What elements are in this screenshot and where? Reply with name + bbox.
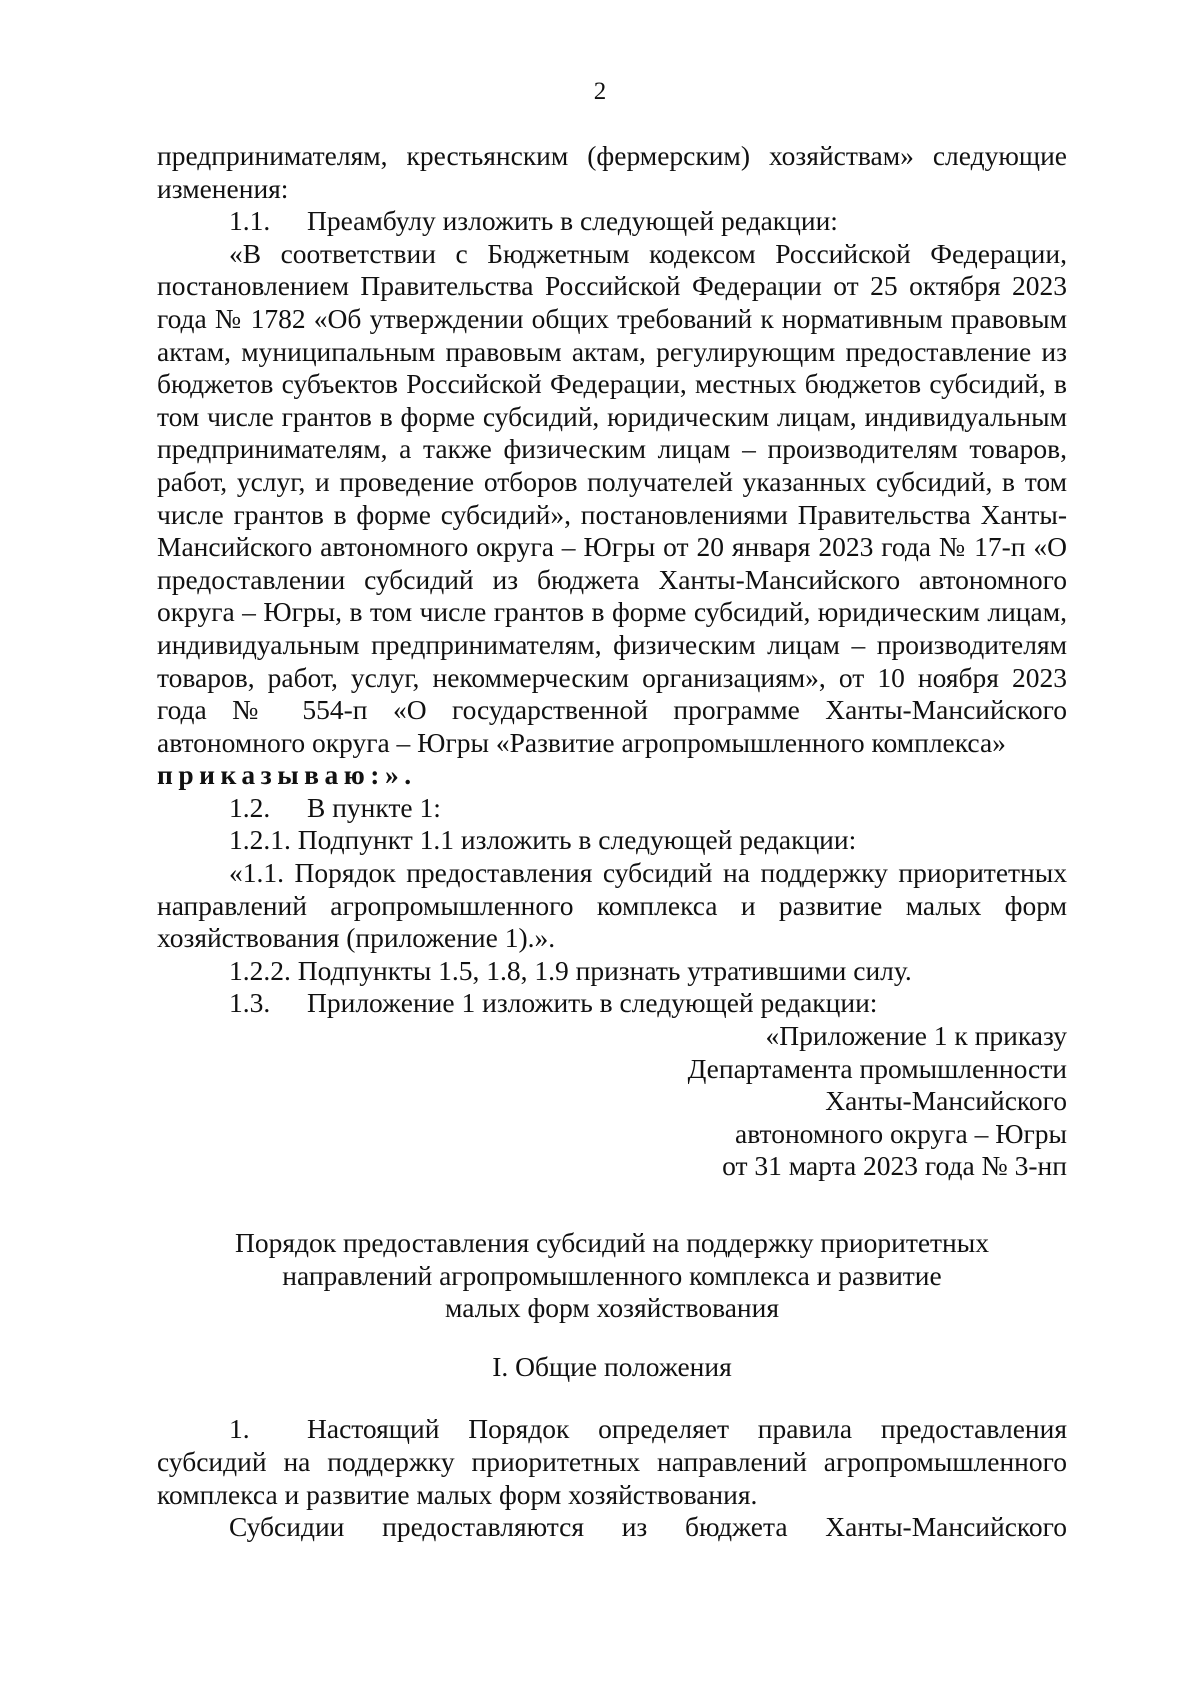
- item-number: 1.2.: [229, 791, 271, 823]
- document-title-line: Порядок предоставления субсидий на поддержку приоритетных: [234, 1227, 990, 1258]
- subitem-1-1-paragraph: «1.1. Порядок предоставления субсидий на поддержку приоритетных направлений агропромышленного комплекса и развитие малых форм хозяйствования (приложение 1).».: [157, 857, 1067, 954]
- appendix-header-line: автономного округа – Югры: [735, 1117, 1067, 1149]
- intro-paragraph: предпринимателям, крестьянским (фермерским) хозяйствам» следующие изменения:: [157, 140, 1067, 204]
- document-body: [157, 140, 1067, 1544]
- item-1-1: [157, 205, 1067, 238]
- preamble-paragraph: [157, 238, 1067, 760]
- item-number: 1.: [229, 1413, 250, 1445]
- preamble-text: «В соответствии с Бюджетным кодексом Российской Федерации, постановлением Правительства Российской Федерации от 25 октября 2023 года № 1782 «Об утверждении общих требований к нормативным правовым актам, муниципальным правовым актам, регулирующим предоставление из бюджетов субъектов Российской Федерации, местных бюджетов субсидий, в том числе грантов в форме субсидий, юридическим лицам, индивидуальным предпринимателям, а также физическим лицам – производителям товаров, работ, услуг, и проведение отборов получателей указанных субсидий, в том числе грантов в форме субсидий», постановлениями Правительства Ханты-Мансийского автономного округа – Югры от 20 января 2023 года № 17-п «О предоставлении субсидий из бюджета Ханты-Мансийского автономного округа – Югры, в том числе грантов в форме субсидий, юридическим лицам, индивидуальным предпринимателям, физическим лицам – производителям товаров, работ, услуг, некоммерческим организациям», от 10 ноября 2023 года № 554-п «О государственной программе Ханты-Мансийского автономного округа – Югры «Развитие агропромышленного комплекса»: [157, 237, 1067, 758]
- section-heading: I. Общие положения: [492, 1350, 732, 1382]
- appendix-header: [157, 1020, 1067, 1183]
- item-number: 1.2.1.: [229, 824, 291, 856]
- item-text: Подпункты 1.5, 1.8, 1.9 признать утратившими силу.: [297, 954, 912, 986]
- page-number: 2: [593, 78, 607, 105]
- document-title: [157, 1227, 1067, 1325]
- item-text: Преамбулу изложить в следующей редакции:: [307, 205, 838, 237]
- item-number: 1.3.: [229, 987, 271, 1019]
- document-title-line: малых форм хозяйствования: [444, 1292, 780, 1324]
- item-number: 1.1.: [229, 205, 271, 237]
- item-text: Подпункт 1.1 изложить в следующей редакции:: [297, 824, 857, 856]
- item-number: 1.2.2.: [229, 954, 291, 986]
- item-1-2-2: [157, 955, 1067, 988]
- item-text: В пункте 1:: [307, 791, 441, 823]
- section-item-1-continuation: субсидий на поддержку приоритетных направлений агропромышленного комплекса и развитие малых форм хозяйствования.: [157, 1445, 1067, 1510]
- item-text: Приложение 1 изложить в следующей редакции:: [307, 987, 878, 1019]
- item-text-first-line: Настоящий Порядок определяет правила предоставления: [307, 1413, 1067, 1445]
- subsidies-line: Субсидии предоставляются из бюджета Ханты-Мансийского: [229, 1511, 1067, 1543]
- prikazyvayu-text: приказываю:».: [157, 759, 417, 791]
- item-1-2: [157, 792, 1067, 825]
- document-title-line: направлений агропромышленного комплекса и развитие: [282, 1259, 942, 1291]
- appendix-header-line: от 31 марта 2023 года № 3-нп: [722, 1150, 1067, 1182]
- section-item-1: [157, 1413, 1067, 1446]
- item-1-3: [157, 987, 1067, 1020]
- prikazyvayu-line: [157, 759, 1067, 792]
- appendix-header-line: Ханты-Мансийского: [825, 1085, 1067, 1117]
- item-1-2-1: [157, 824, 1067, 857]
- appendix-header-line: «Приложение 1 к приказу: [765, 1020, 1067, 1052]
- appendix-header-line: Департамента промышленности: [687, 1052, 1067, 1084]
